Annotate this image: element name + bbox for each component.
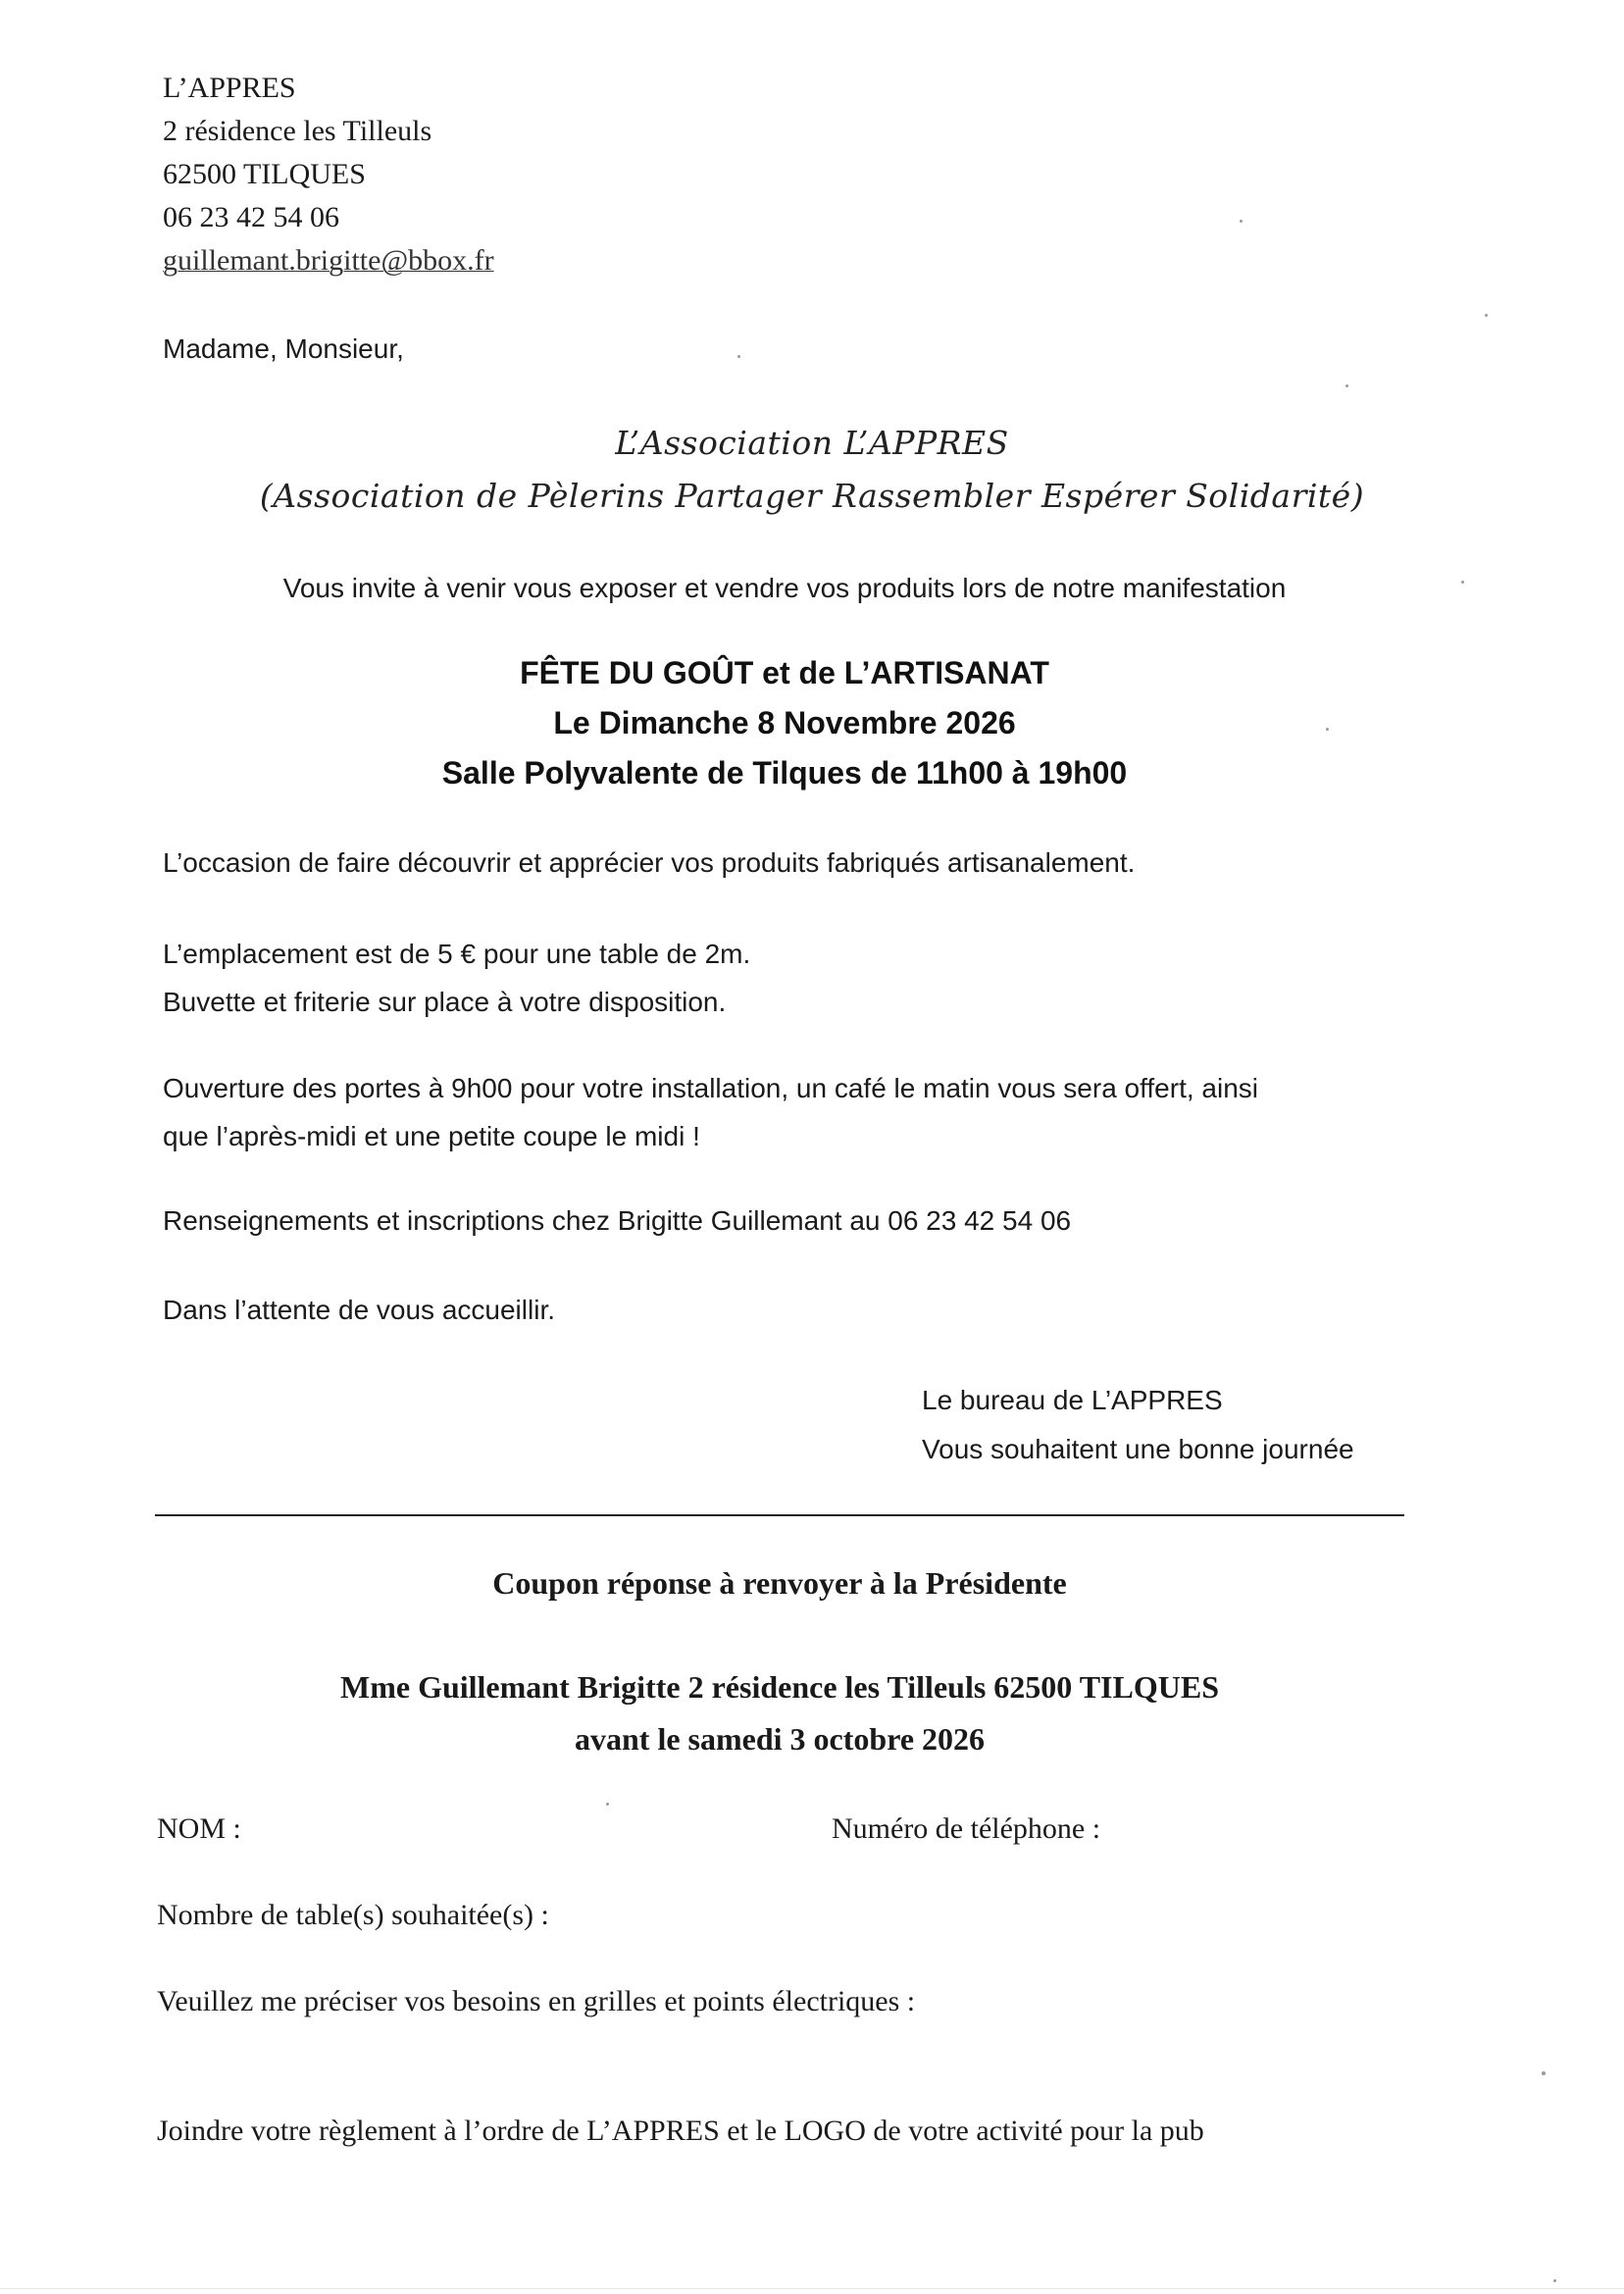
scan-speck — [1461, 581, 1464, 584]
sender-street: 2 résidence les Tilleuls — [163, 115, 432, 147]
paragraph-closing: Dans l’attente de vous accueillir. — [163, 1295, 555, 1325]
form-label-nom: NOM : — [157, 1812, 241, 1845]
paragraph-opening-line1: Ouverture des portes à 9h00 pour votre installation, un café le matin vous sera offert, ainsi — [163, 1073, 1258, 1103]
form-label-joindre: Joindre votre règlement à l’ordre de L’APPRES et le LOGO de votre activité pour la pub — [157, 2115, 1204, 2147]
scan-bottom-edge — [0, 2288, 1624, 2289]
event-place-time: Salle Polyvalente de Tilques de 11h00 à 19h00 — [441, 755, 1128, 790]
scan-speck — [737, 355, 740, 358]
paragraph-occasion: L’occasion de faire découvrir et apprécier vos produits fabriqués artisanalement. — [163, 847, 1136, 878]
scan-speck — [1345, 384, 1348, 387]
paragraph-opening-line2: que l’après-midi et une petite coupe le midi ! — [163, 1121, 700, 1151]
scan-speck — [1553, 2279, 1556, 2282]
sender-city: 62500 TILQUES — [163, 158, 366, 190]
paragraph-buvette: Buvette et friterie sur place à votre disposition. — [163, 987, 727, 1017]
cut-line-divider — [155, 1514, 1404, 1516]
sender-address-block — [163, 67, 494, 282]
scan-speck — [1542, 2071, 1546, 2075]
sender-name: L’APPRES — [163, 72, 296, 104]
coupon-title: Coupon réponse à renvoyer à la Présidente — [492, 1565, 1067, 1601]
sender-email: guillemant.brigitte@bbox.fr — [163, 244, 494, 277]
signature-line2: Vous souhaitent une bonne journée — [922, 1434, 1354, 1464]
scan-speck — [606, 1803, 609, 1806]
form-label-tables: Nombre de table(s) souhaitée(s) : — [157, 1899, 549, 1931]
paragraph-price: L’emplacement est de 5 € pour une table de 2m. — [163, 939, 751, 969]
scan-speck — [1326, 728, 1329, 731]
form-label-besoins: Veuillez me préciser vos besoins en grilles et points électriques : — [157, 1985, 916, 2017]
event-date: Le Dimanche 8 Novembre 2026 — [553, 705, 1016, 740]
signature-line1: Le bureau de L’APPRES — [922, 1385, 1223, 1415]
association-full-name: (Association de Pèlerins Partager Rassembler Espérer Solidarité) — [259, 477, 1365, 515]
scan-speck — [1485, 314, 1488, 317]
paragraph-info: Renseignements et inscriptions chez Brigitte Guillemant au 06 23 42 54 06 — [163, 1205, 1072, 1236]
form-label-telephone: Numéro de téléphone : — [832, 1812, 1101, 1845]
sender-phone: 06 23 42 54 06 — [163, 201, 339, 233]
coupon-address: Mme Guillemant Brigitte 2 résidence les Tilleuls 62500 TILQUES — [340, 1669, 1219, 1705]
event-title: FÊTE DU GOÛT et de L’ARTISANAT — [520, 655, 1049, 690]
association-name: L’Association L’APPRES — [615, 424, 1009, 462]
salutation: Madame, Monsieur, — [163, 333, 404, 364]
scan-speck — [1240, 220, 1243, 223]
invitation-text: Vous invite à venir vous exposer et vendre vos produits lors de notre manifestation — [282, 573, 1287, 603]
coupon-deadline: avant le samedi 3 octobre 2026 — [574, 1721, 986, 1757]
